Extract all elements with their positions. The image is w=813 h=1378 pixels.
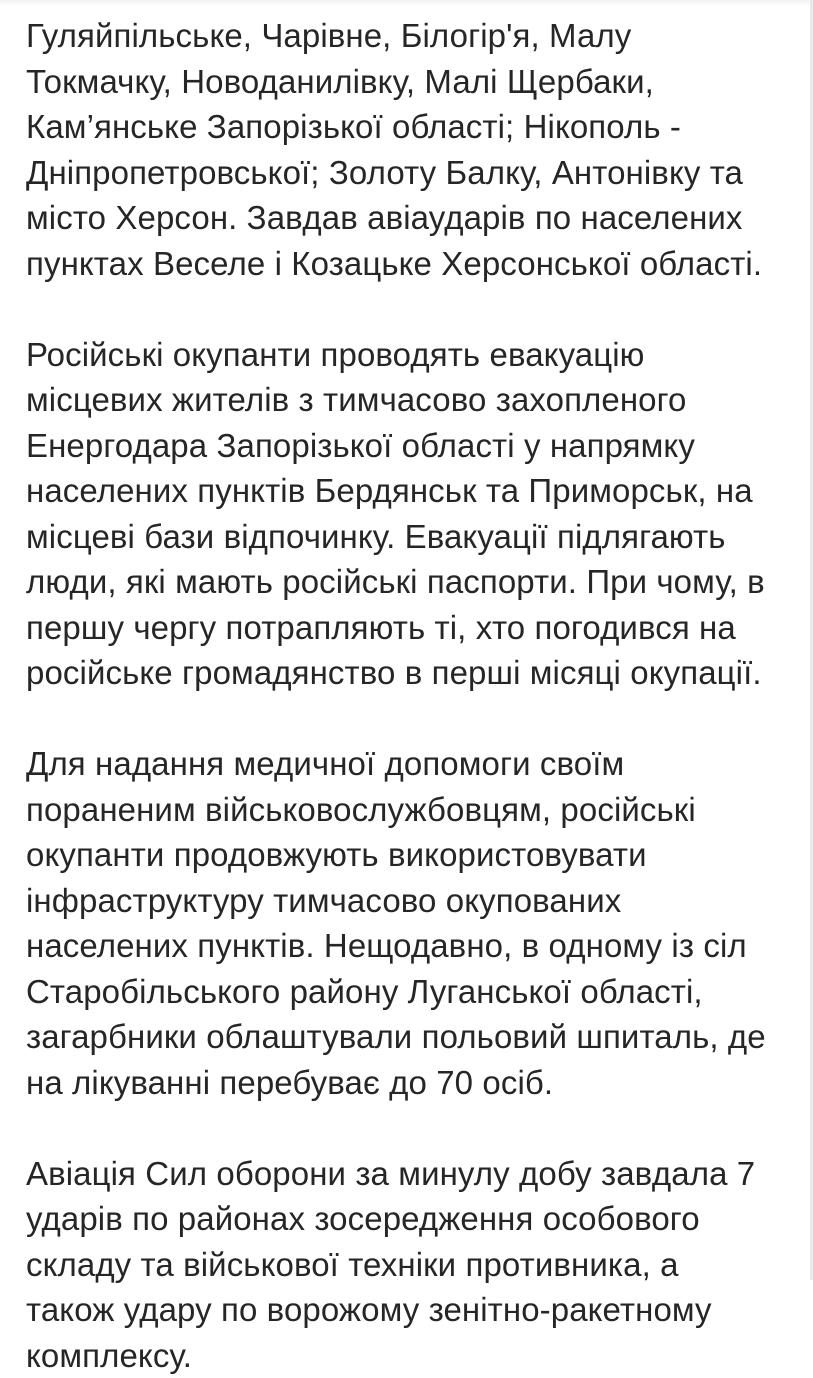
paragraph-aviation bbox=[26, 1151, 783, 1378]
text-line: інфраструктуру тимчасово окупованих bbox=[26, 878, 783, 924]
text-line: Кам’янське Запорізької області; Нікополь - bbox=[26, 104, 783, 150]
text-line: місцеві бази відпочинку. Евакуації підлягають bbox=[26, 514, 783, 560]
text-line: Дніпропетровської; Золоту Балку, Антонівку та bbox=[26, 150, 783, 196]
text-line: складу та військової техніки противника, а bbox=[26, 1242, 783, 1288]
text-line: пораненим військовослужбовцям, російські bbox=[26, 787, 783, 833]
text-line: російське громадянство в перші місяці окупації. bbox=[26, 650, 783, 696]
text-line: комплексу. bbox=[26, 1333, 783, 1378]
paragraph-field-hospital bbox=[26, 741, 783, 1105]
text-line: Енергодара Запорізької області у напрямку bbox=[26, 423, 783, 469]
text-line: населених пунктів. Нещодавно, в одному із сіл bbox=[26, 923, 783, 969]
text-line: місто Херсон. Завдав авіаударів по населених bbox=[26, 195, 783, 241]
text-line: люди, які мають російські паспорти. При чому, в bbox=[26, 559, 783, 605]
top-edge-divider bbox=[0, 0, 813, 6]
text-line: також удару по ворожому зенітно-ракетному bbox=[26, 1287, 783, 1333]
text-line: ударів по районах зосередження особового bbox=[26, 1196, 783, 1242]
text-line: пунктах Веселе і Козацьке Херсонської області. bbox=[26, 241, 783, 287]
post-text-body bbox=[26, 13, 783, 1378]
paragraph-evacuation bbox=[26, 332, 783, 696]
text-line: загарбники облаштували польовий шпиталь, де bbox=[26, 1014, 783, 1060]
text-line: першу чергу потрапляють ті, хто погодився на bbox=[26, 605, 783, 651]
text-line: Старобільського району Луганської області, bbox=[26, 969, 783, 1015]
text-line: Гуляйпільське, Чарівне, Білогір'я, Малу bbox=[26, 13, 783, 59]
text-line: населених пунктів Бердянськ та Приморськ, на bbox=[26, 468, 783, 514]
text-line: Російські окупанти проводять евакуацію bbox=[26, 332, 783, 378]
text-line: окупанти продовжують використовувати bbox=[26, 832, 783, 878]
text-line: Токмачку, Новоданилівку, Малі Щербаки, bbox=[26, 59, 783, 105]
text-line: місцевих жителів з тимчасово захопленого bbox=[26, 377, 783, 423]
paragraph-shelling bbox=[26, 13, 783, 286]
text-line: Авіація Сил оборони за минулу добу завдала 7 bbox=[26, 1151, 783, 1197]
text-line: Для надання медичної допомоги своїм bbox=[26, 741, 783, 787]
text-line: на лікуванні перебуває до 70 осіб. bbox=[26, 1060, 783, 1106]
